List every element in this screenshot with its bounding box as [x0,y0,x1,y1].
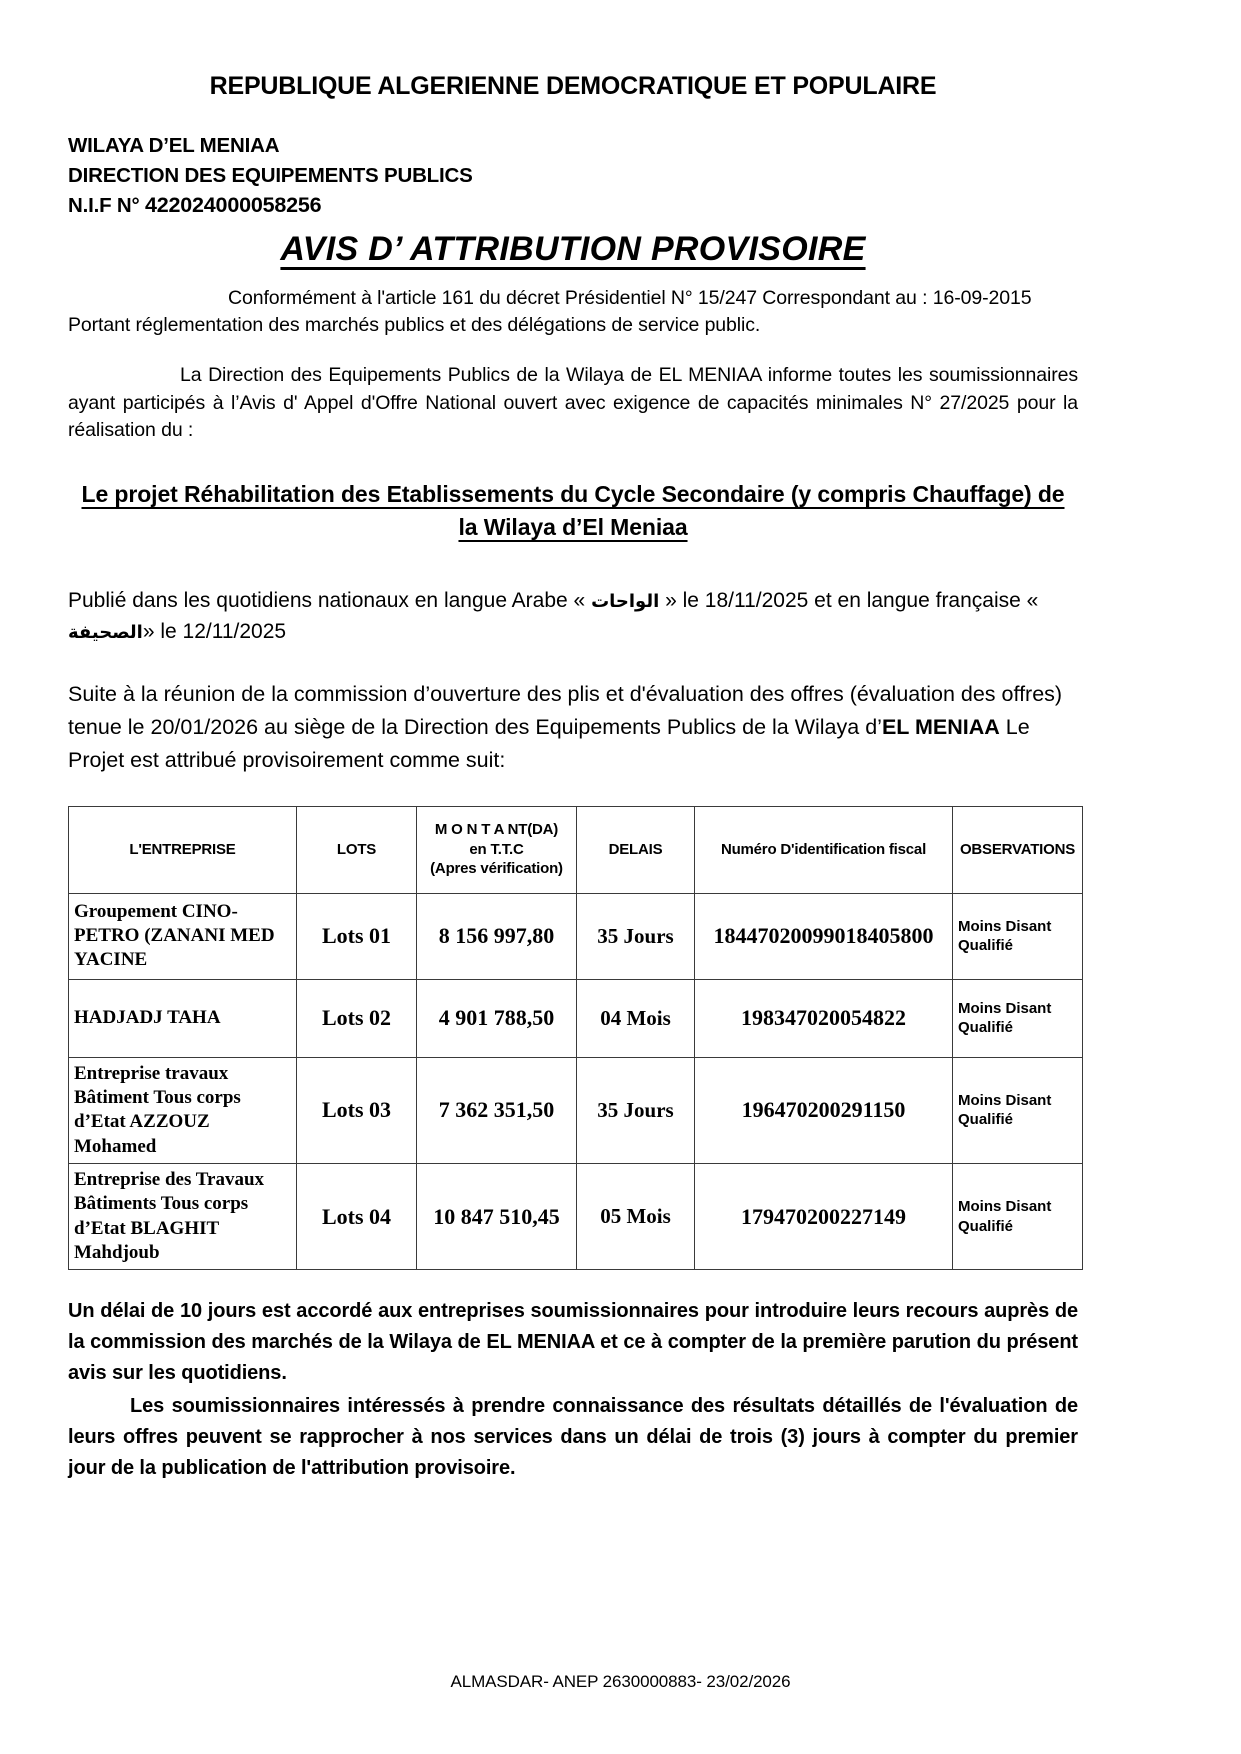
table-row [69,1163,1083,1269]
cell-nif: 198347020054822 [695,979,953,1057]
cell-nif: 179470200227149 [695,1163,953,1269]
cell-montant: 7 362 351,50 [417,1057,577,1163]
informe-paragraph [68,362,1078,445]
cell-observation [953,979,1083,1057]
cell-montant: 4 901 788,50 [417,979,577,1057]
cell-observation [953,893,1083,979]
page-title: REPUBLIQUE ALGERIENNE DEMOCRATIQUE ET POPULAIRE [209,72,937,100]
footer-anep: ALMASDAR- ANEP 2630000883- 23/02/2026 [450,1672,791,1691]
commission-wilaya-bold: EL MENIAA [881,715,1000,740]
observation-line2: Qualifié [958,1217,1014,1235]
closing-section [68,1296,1078,1484]
cell-delai: 35 Jours [577,893,695,979]
project-title-line2: la Wilaya d’El Meniaa [458,514,688,541]
cell-entreprise: Entreprise des Travaux Bâtiments Tous corps d’Etat BLAGHIT Mahdjoub [69,1163,297,1269]
publication-text-3: » le 12/11/2025 [142,620,287,644]
publication-paragraph [68,585,1078,648]
table-header-row [69,806,1083,893]
closing-paragraph-2-text: Les soumissionnaires intéressés à prendre connaissance des résultats détaillés de l'évaluation de leurs offres peuvent se rapprocher à nos services dans un délai de trois (3) jours à compter du premier jour de la publication de l'attribution provisoire. [68,1395,1078,1480]
conformity-paragraph [68,285,1078,340]
nif-line [68,190,1078,221]
project-title [68,478,1078,545]
cell-lot: Lots 03 [297,1057,417,1163]
montant-line1: M O N T A NT(DA) [434,821,559,839]
informe-text: La Direction des Equipements Publics de la Wilaya de EL MENIAA informe toutes les soumissionnaires ayant participés à l’Avis d' Appel d'Offre National ouvert avec exigence de capacités minimales N° 27/2025 pour la réalisation du : [68,363,1078,442]
attribution-table [68,806,1083,1271]
observation-line1: Moins Disant [958,917,1052,935]
column-header-observations: OBSERVATIONS [953,806,1083,893]
conformity-text: Conformément à l'article 161 du décret Présidentiel N° 15/247 Correspondant au : 16-09-2015 [228,286,1032,309]
document-body [68,0,1078,1484]
project-title-line1: Le projet Réhabilitation des Etablissements du Cycle Secondaire (y compris Chauffage) de [81,481,1065,508]
organization-block [68,131,1078,222]
observation-line2: Qualifié [958,937,1014,955]
column-header-montant [417,806,577,893]
cell-delai: 35 Jours [577,1057,695,1163]
closing-paragraph-2 [68,1391,1078,1484]
publication-text-1: Publié dans les quotidiens nationaux en langue Arabe « [68,588,592,612]
arabic-newspaper-arabic: الواحات [591,590,660,612]
direction-line: DIRECTION DES EQUIPEMENTS PUBLICS [68,163,473,187]
observation-line1: Moins Disant [958,1198,1052,1216]
column-header-entreprise: L'ENTREPRISE [69,806,297,893]
cell-delai: 04 Mois [577,979,695,1057]
cell-entreprise: Groupement CINO-PETRO (ZANANI MED YACINE [69,893,297,979]
table-row [69,1057,1083,1163]
observation-line1: Moins Disant [958,999,1052,1017]
publication-text-2: » le 18/11/2025 et en langue française « [659,588,1039,612]
closing-paragraph-1: Un délai de 10 jours est accordé aux entreprises soumissionnaires pour introduire leurs recours auprès de la commission des marchés de la Wilaya de EL MENIAA et ce à compter de la première parution du présent avis sur les quotidiens. [68,1300,1078,1385]
wilaya-line: WILAYA D’EL MENIAA [68,134,280,157]
cell-nif: 196470200291150 [695,1057,953,1163]
cell-lot: Lots 04 [297,1163,417,1269]
montant-line2: en T.T.C [469,840,524,858]
cell-entreprise: HADJADJ TAHA [69,979,297,1057]
column-header-nif: Numéro D'identification fiscal [695,806,953,893]
cell-lot: Lots 02 [297,979,417,1057]
montant-line3: (Apres vérification) [430,860,563,878]
cell-nif: 18447020099018405800 [695,893,953,979]
nif-value: 422024000058256 [145,193,322,218]
table-row [69,979,1083,1057]
cell-montant: 8 156 997,80 [417,893,577,979]
table-header [69,806,1083,893]
observation-line1: Moins Disant [958,1091,1052,1109]
observation-line2: Qualifié [958,1111,1014,1129]
cell-entreprise: Entreprise travaux Bâtiment Tous corps d’Etat AZZOUZ Mohamed [69,1057,297,1163]
commission-paragraph [68,678,1078,778]
arabic-newspaper-french: الصحيفة [68,622,143,644]
commission-text-a: Suite à la réunion de la commission d’ouverture des plis et d'évaluation des offres (évaluation des offres) tenue le 20/01/2026 au siège de la Direction des Equipements Publics de la Wilaya d’ [68,681,1063,740]
table-body [69,893,1083,1270]
column-header-lots: LOTS [297,806,417,893]
cell-lot: Lots 01 [297,893,417,979]
commission-text-c: Le Projet est attribué provisoirement comme suit: [68,715,1030,773]
cell-observation [953,1057,1083,1163]
column-header-delais: DELAIS [577,806,695,893]
cell-observation [953,1163,1083,1269]
cell-delai: 05 Mois [577,1163,695,1269]
table-row [69,893,1083,979]
avis-title: AVIS D’ ATTRIBUTION PROVISOIRE [280,229,866,268]
nif-label: N.I.F N° [68,194,146,218]
cell-montant: 10 847 510,45 [417,1163,577,1269]
portant-text: Portant réglementation des marchés publics et des délégations de service public. [68,314,761,337]
observation-line2: Qualifié [958,1019,1014,1037]
